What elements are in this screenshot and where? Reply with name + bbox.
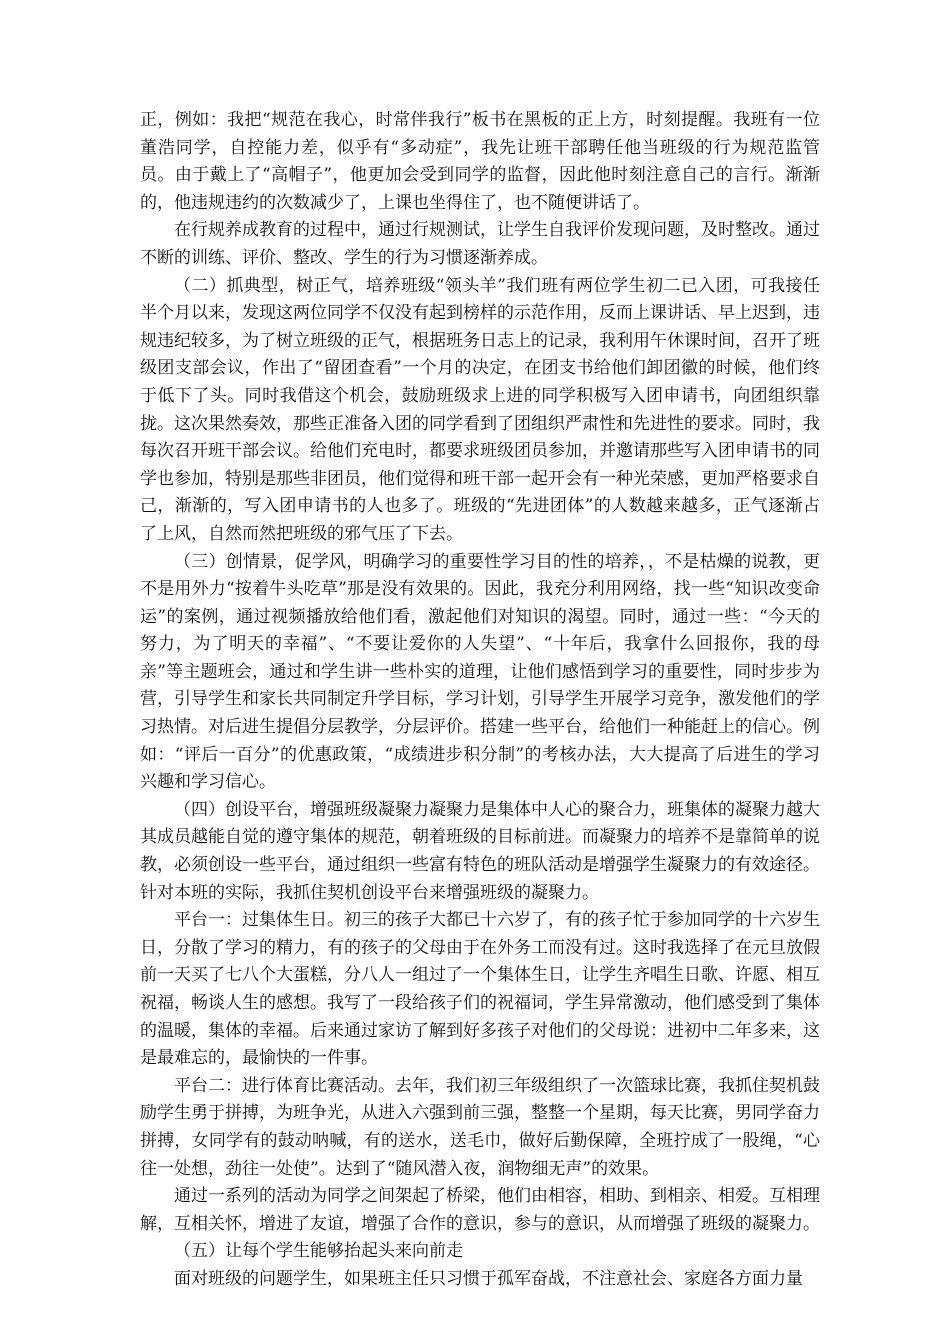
paragraph-10: 面对班级的问题学生，如果班主任只习惯于孤军奋战，不注意社会、家庭各方面力量	[174, 1268, 803, 1289]
paragraph-3: （二）抓典型，树正气，培养班级“领头羊”我们班有两位学生初二已入团，可我接任半个月以来，发现这两位同学不仅没有起到榜样的示范作用，反而上课讲话、早上迟到，违规违纪较多，为了树立班级的正气，根据班务日志上的记录，我利用午休课时间，召开了班级团支部会议，作出了“留团查看”一个月的决定，在团支书给他们卸团徽的时候，他们终于低下了头。同时我借这个机会，鼓励班级求上进的同学积极写入团申请书，向团组织靠拢。这次果然奏效，那些正准备入团的同学看到了团组织严肃性和先进性的要求。同时，我每次召开班干部会议。给他们充电时，都要求班级团员参加，并邀请那些写入团申请书的同学也参加，特别是那些非团员，他们觉得和班干部一起开会有一种光荣感，更加严格要求自己，渐渐的，写入团申请书的人也多了。班级的“先进团体”的人数越来越多，正气逐渐占了上风，自然而然把班级的邪气压了下去。	[140, 275, 820, 544]
document-body	[140, 107, 820, 1294]
paragraph-8: 通过一系列的活动为同学之间架起了桥梁，他们由相容，相助、到相亲、相爱。互相理解，互相关怀，增进了友谊，增强了合作的意识，参与的意识，从而增强了班级的凝聚力。	[140, 1186, 820, 1234]
paragraph-6: 平台一：过集体生日。初三的孩子大都已十六岁了，有的孩子忙于参加同学的十六岁生日，分散了学习的精力，有的孩子的父母由于在外务工而没有过。这时我选择了在元旦放假前一天买了七八个大蛋糕，分八人一组过了一个集体生日，让学生齐唱生日歌、许愿、相互祝福，畅谈人生的感想。我写了一段给孩子们的祝福词，学生异常激动，他们感受到了集体的温暖，集体的幸福。后来通过家访了解到好多孩子对他们的父母说：进初中二年多来，这是最难忘的，最愉快的一件事。	[140, 910, 820, 1069]
paragraph-2: 在行规养成教育的过程中，通过行规测试，让学生自我评价发现问题，及时整改。通过不断的训练、评价、整改、学生的行为习惯逐渐养成。	[140, 220, 820, 268]
paragraph-7: 平台二：进行体育比赛活动。去年，我们初三年级组织了一次篮球比赛，我抓住契机鼓励学生勇于拼搏，为班争光，从进入六强到前三强，整整一个星期，每天比赛，男同学奋力拼搏，女同学有的鼓动呐喊，有的送水，送毛巾，做好后勤保障，全班拧成了一股绳，“心往一处想，劲往一处使”。达到了“随风潜入夜，润物细无声”的效果。	[140, 1075, 820, 1179]
paragraph-1: 正，例如：我把“规范在我心，时常伴我行”板书在黑板的正上方，时刻提醒。我班有一位董浩同学，自控能力差，似乎有“多动症”，我先让班干部聘任他当班级的行为规范监管员。由于戴上了“高帽子”，他更加会受到同学的监督，因此他时刻注意自己的言行。渐渐的，他违规违约的次数减少了，上课也坐得住了，也不随便讲话了。	[140, 110, 820, 213]
section-heading-5: （五）让每个学生能够抬起头来向前走	[174, 1241, 463, 1262]
paragraph-4: （三）创情景，促学风，明确学习的重要性学习目的性的培养，，不是枯燥的说教，更不是用外力“按着牛头吃草”那是没有效果的。因此，我充分利用网络，找一些“知识改变命运”的案例，通过视频播放给他们看，激起他们对知识的渴望。同时，通过一些：“今天的努力，为了明天的幸福”、“不要让爱你的人失望”、“十年后，我拿什么回报你，我的母亲”等主题班会，通过和学生讲一些朴实的道理，让他们感悟到学习的重要性，同时步步为营，引导学生和家长共同制定升学目标，学习计划，引导学生开展学习竞争，激发他们的学习热情。对后进生提倡分层教学，分层评价。搭建一些平台，给他们一种能赶上的信心。例如：“评后一百分”的优惠政策，“成绩进步积分制”的考核办法，大大提高了后进生的学习兴趣和学习信心。	[140, 551, 820, 793]
paragraph-5: （四）创设平台，增强班级凝聚力凝聚力是集体中人心的聚合力，班集体的凝聚力越大其成员越能自觉的遵守集体的规范，朝着班级的目标前进。而凝聚力的培养不是靠简单的说教，必须创设一些平台，通过组织一些富有特色的班队活动是增强学生凝聚力的有效途径。针对本班的实际，我抓住契机创设平台来增强班级的凝聚力。	[140, 799, 820, 903]
